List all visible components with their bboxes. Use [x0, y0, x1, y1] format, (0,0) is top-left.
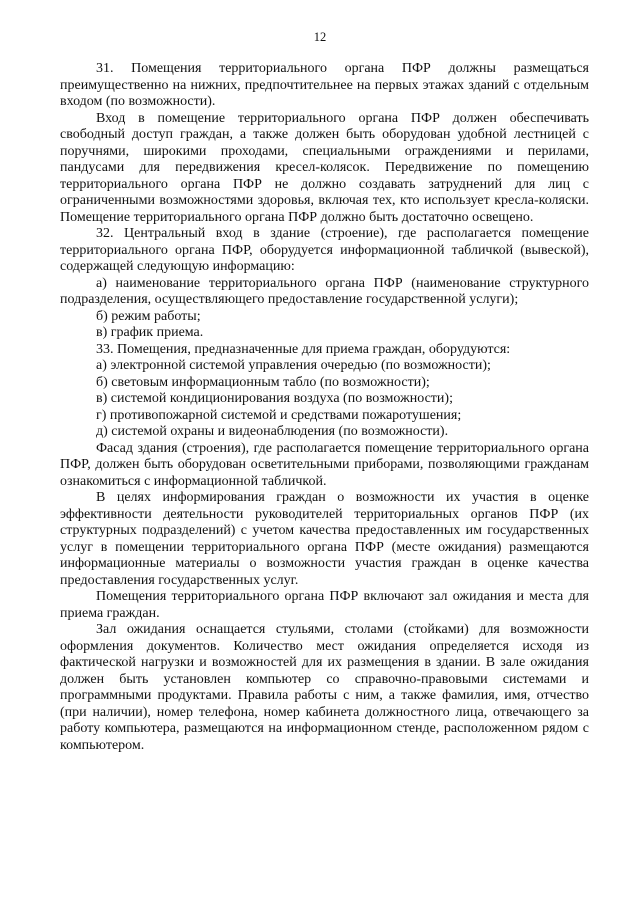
list-item: в) график приема.	[96, 325, 204, 340]
list-item: г) противопожарной системой и средствами пожаротушения;	[96, 407, 462, 423]
paragraph: Фасад здания (строения), где располагается помещение территориального органа ПФР, должен быть оборудован осветительными приборами, позволяющими гражданам ознакомиться с информационной табличкой.	[60, 440, 589, 489]
list-item: б) режим работы;	[96, 308, 201, 324]
paragraph: Вход в помещение территориального органа ПФР должен обеспечивать свободный доступ граждан, а также должен быть оборудован удобной лестницей с поручнями, широкими проходами, специальными ограждениями и перилами, пандусами для передвижения кресел-колясок. Передвижение по помещению территориального органа ПФР не должно создавать затруднений для лиц с ограниченными возможностями здоровья, включая тех, кто использует кресла-коляски. Помещение территориального органа ПФР должно быть достаточно освещено.	[60, 110, 589, 225]
paragraph: В целях информирования граждан о возможности их участия в оценке эффективности деятельности руководителей территориальных органов ПФР (их структурных подразделений) с учетом качества предоставленных им государственных услуг в помещении территориального органа ПФР (месте ожидания) размещаются информационные материалы о возможности участия граждан в оценке качества предоставления государственных услуг.	[60, 490, 589, 588]
paragraph: 31. Помещения территориального органа ПФР должны размещаться преимущественно на нижних, предпочтительнее на первых этажах зданий с отдельным входом (по возможности).	[60, 61, 589, 109]
paragraph: 33. Помещения, предназначенные для приема граждан, оборудуются:	[96, 341, 511, 357]
document-body	[60, 61, 589, 754]
page-number: 12	[313, 30, 327, 44]
list-item: д) системой охраны и видеонаблюдения (по возможности).	[96, 424, 449, 439]
paragraph: 32. Центральный вход в здание (строение), где располагается помещение территориального органа ПФР, оборудуется информационной табличкой (вывеской), содержащей следующую информацию:	[60, 226, 589, 274]
list-item: а) электронной системой управления очередью (по возможности);	[96, 358, 491, 373]
list-item: б) световым информационным табло (по возможности);	[96, 374, 430, 390]
paragraph: Помещения территориального органа ПФР включают зал ожидания и места для приема граждан.	[60, 589, 589, 621]
paragraph: Зал ожидания оснащается стульями, столами (стойками) для возможности оформления документов. Количество мест ожидания определяется исходя из фактической нагрузки и возможностей для их размещения в здании. В зале ожидания должен быть установлен компьютер со справочно-правовыми системами и программными продуктами. Правила работы с ним, а также фамилия, имя, отчество (при наличии), номер телефона, номер кабинета должностного лица, отвечающего за работу компьютера, размещаются на информационном стенде, расположенном рядом с компьютером.	[60, 622, 589, 753]
list-item: в) системой кондиционирования воздуха (по возможности);	[96, 391, 453, 406]
list-item: а) наименование территориального органа ПФР (наименование структурного подразделения, осуществляющего предоставление государственной услуги);	[60, 275, 589, 307]
